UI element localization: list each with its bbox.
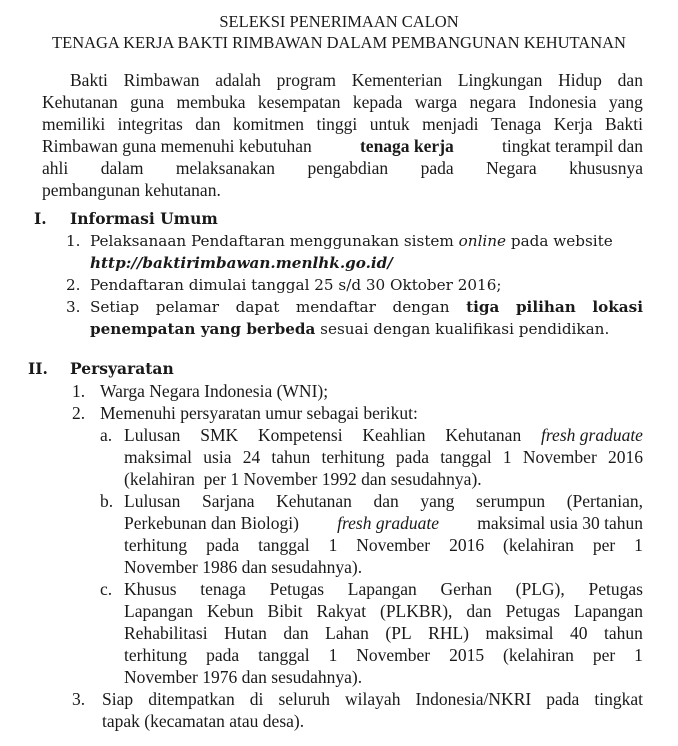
word: (PLG), (515, 579, 565, 599)
subitem-a-line-2: maksimal usia 24 tahun terhitung pada tanggal 1 November 2016 (124, 447, 643, 467)
word: Gerhan (440, 579, 492, 599)
word: tingkat (594, 689, 643, 709)
word: Lapangan (347, 579, 417, 599)
word: Kehutanan (445, 425, 522, 445)
word: dan (373, 491, 399, 511)
word: RHL) (428, 623, 469, 643)
word: Rakyat (316, 601, 367, 621)
word: tanggal (258, 645, 310, 665)
word: Tenaga (490, 114, 542, 134)
word: dan (283, 623, 309, 643)
word: khususnya (569, 158, 643, 178)
section-1-item-1-text: Pelaksanaan Pendaftaran menggunakan sistem online pada website (90, 232, 613, 250)
italic-term: fresh graduate (541, 425, 643, 445)
word: Lapangan (124, 601, 193, 621)
word: dan (466, 601, 492, 621)
word: di (249, 689, 264, 709)
word: kepada (352, 92, 403, 112)
word: melaksanakan (175, 158, 276, 178)
word: pengabdian (307, 158, 389, 178)
section-1-number: I. (34, 209, 47, 228)
intro-line-1 (70, 69, 643, 91)
word: November (356, 535, 431, 555)
word: membuka (176, 92, 246, 112)
word: per (592, 535, 616, 555)
word: Rehabilitasi (124, 623, 208, 643)
word: dengan (392, 298, 450, 316)
word: Kompetensi (257, 425, 343, 445)
word: Setiap (90, 298, 140, 316)
word: negara (469, 92, 517, 112)
subitem-b-line-2: Perkebunan dan Biologi) fresh graduate maksimal usia 30 tahun (124, 513, 643, 533)
section-1-item-1-number: 1. (66, 232, 81, 250)
word: Kementerian (351, 70, 443, 90)
word: 1 (634, 645, 643, 665)
word: pada (546, 689, 580, 709)
word: ahli (42, 158, 69, 178)
word: Lulusan (124, 425, 181, 445)
word: tinggi (316, 114, 358, 134)
word: Negara (486, 158, 537, 178)
word: (kelahiran (503, 535, 574, 555)
intro-line-5 (42, 157, 643, 179)
word: yang (608, 92, 643, 112)
bold-word: tiga (466, 298, 500, 316)
word: Keahlian (362, 425, 426, 445)
word: adalah (215, 70, 261, 90)
word: (kelahiran (503, 645, 574, 665)
word: Bakti (605, 114, 643, 134)
subitem-a-line-3: (kelahiran per 1 November 1992 dan sesudahnya). (124, 469, 482, 489)
subitem-b-letter: b. (100, 491, 114, 511)
word: yang (420, 491, 455, 511)
emphasis-tenaga-kerja: tenaga kerja (359, 136, 454, 156)
subitem-b-line-4: November 1986 dan sesudahnya). (124, 557, 363, 577)
word: tanggal (258, 535, 310, 555)
subitem-a-line-1 (124, 424, 643, 446)
section-1-item-3-line-2: penempatan yang berbeda sesuai dengan kualifikasi pendidikan. (90, 320, 610, 338)
section-2-item-3-number: 3. (72, 689, 86, 709)
word: Kebun (206, 601, 254, 621)
word: 2015 (449, 645, 485, 665)
word: Kehutanan (42, 92, 118, 112)
word: (PL (385, 623, 412, 643)
subitem-b-line-1 (124, 490, 643, 512)
word: 40 (570, 623, 588, 643)
word: Indonesia (528, 92, 597, 112)
word: menjadi (422, 114, 479, 134)
word: komitmen (233, 114, 304, 134)
word: Siap (102, 689, 134, 709)
intro-line-4: Rimbawan guna memenuhi kebutuhan tenaga kerja tingkat terampil dan (42, 136, 643, 156)
bold-word: pilihan (515, 298, 576, 316)
section-2-item-3-line-2: tapak (kecamatan atau desa). (102, 711, 305, 731)
word: Lingkungan (457, 70, 543, 90)
word: Rimbawan (123, 70, 200, 90)
intro-line-2 (42, 91, 643, 113)
word: integritas (117, 114, 183, 134)
word: warga (414, 92, 458, 112)
word: program (276, 70, 336, 90)
section-1-item-2-text: Pendaftaran dimulai tanggal 25 s/d 30 Oktober 2016; (90, 276, 502, 294)
website-link[interactable]: http://baktirimbawan.menlhk.go.id/ (90, 254, 393, 272)
section-1-item-3-line-1 (90, 296, 643, 318)
document-title-line-2: TENAGA KERJA BAKTI RIMBAWAN DALAM PEMBANGUNAN KEHUTANAN (52, 33, 626, 52)
bold-word: lokasi (592, 298, 643, 316)
word: terhitung (124, 535, 188, 555)
subitem-a-letter: a. (100, 425, 113, 445)
word: guna (130, 92, 165, 112)
word: Bibit (267, 601, 303, 621)
word: 2016 (449, 535, 485, 555)
word: Lapangan (573, 601, 643, 621)
word: (PLKBR), (380, 601, 453, 621)
subitem-c-line-4 (124, 644, 643, 666)
word: per (592, 645, 616, 665)
subitem-c-letter: c. (100, 579, 113, 599)
word: Sarjana (202, 491, 255, 511)
word: dalam (100, 158, 144, 178)
word: pelamar (155, 298, 220, 316)
word: serumpun (476, 491, 546, 511)
word: untuk (369, 114, 410, 134)
section-2-number: II. (28, 359, 48, 378)
section-2-title: Persyaratan (70, 359, 174, 378)
word: maksimal (485, 623, 554, 643)
subitem-c-line-1 (124, 578, 643, 600)
word: dan (617, 70, 643, 90)
section-2-item-2-text: Memenuhi persyaratan umur sebagai berikut: (100, 403, 418, 423)
word: ditempatkan (148, 689, 235, 709)
word: Indonesia/NKRI (415, 689, 532, 709)
word: 1 (328, 535, 338, 555)
word: pada (206, 645, 240, 665)
section-1-item-3-number: 3. (66, 298, 81, 316)
word: dan (195, 114, 221, 134)
word: memiliki (42, 114, 106, 134)
section-1-item-2-number: 2. (66, 276, 81, 294)
word: pada (206, 535, 240, 555)
word: November (356, 645, 431, 665)
word: pada (420, 158, 454, 178)
word: mendaftar (295, 298, 376, 316)
section-2-item-3-line-1 (102, 688, 643, 710)
subitem-c-line-2 (124, 600, 643, 622)
word: Petugas (588, 579, 643, 599)
word: kesempatan (257, 92, 341, 112)
subitem-c-line-5: November 1976 dan sesudahnya). (124, 667, 363, 687)
word: Petugas (505, 601, 561, 621)
subitem-b-line-3 (124, 534, 643, 556)
section-2-item-1-number: 1. (72, 381, 86, 401)
word: seluruh (278, 689, 330, 709)
word: Kerja (553, 114, 593, 134)
word: Kehutanan (276, 491, 352, 511)
word: wilayah (345, 689, 401, 709)
word: Khusus (124, 579, 177, 599)
word: dapat (235, 298, 280, 316)
word: tenaga (200, 579, 246, 599)
word: tahun (604, 623, 643, 643)
word: Bakti (70, 70, 108, 90)
word: Petugas (269, 579, 325, 599)
word: (Pertanian, (566, 491, 643, 511)
word: SMK (200, 425, 239, 445)
word: Hutan (224, 623, 267, 643)
intro-line-3 (42, 113, 643, 135)
section-2-item-1-text: Warga Negara Indonesia (WNI); (100, 381, 329, 401)
word: Lahan (325, 623, 369, 643)
section-2-item-2-number: 2. (72, 403, 86, 423)
word: 1 (328, 645, 338, 665)
document-title-line-1: SELEKSI PENERIMAAN CALON (219, 12, 459, 31)
word: Hidup (558, 70, 602, 90)
word: 1 (634, 535, 643, 555)
word: Lulusan (124, 491, 181, 511)
subitem-c-line-3 (124, 622, 643, 644)
section-1-title: Informasi Umum (70, 209, 218, 228)
intro-line-6: pembangunan kehutanan. (42, 180, 221, 200)
word: terhitung (124, 645, 188, 665)
